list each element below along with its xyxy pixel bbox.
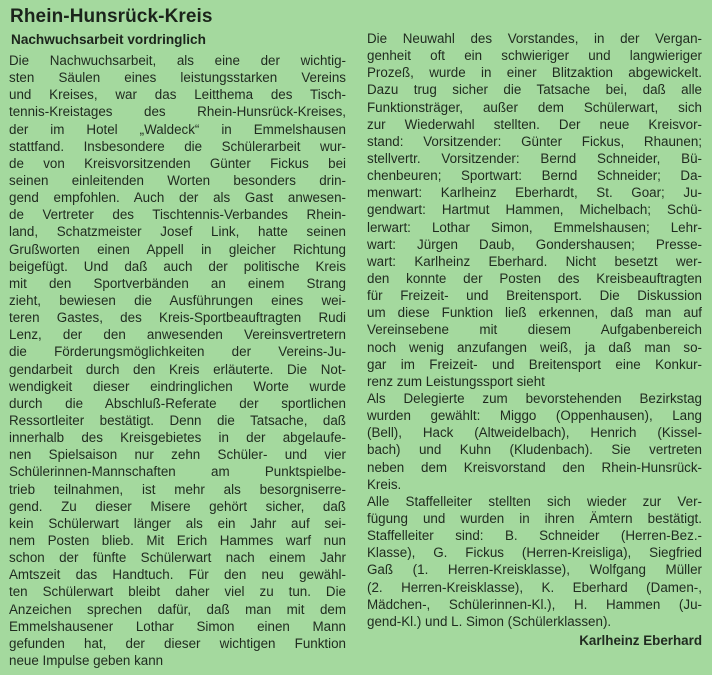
headline: Rhein-Hunsrück-Kreis — [10, 6, 213, 27]
text-line: teren Gastes, des Kreis-Sportbeauftragten Rudi — [9, 310, 346, 326]
text-line: gend. Zu dieser Misere gehört sicher, daß — [9, 498, 346, 514]
text-line: der im Hotel „Waldeck“ in Emmelshausen — [9, 121, 346, 137]
text-line: ten Schülerwart bleibt daher viel zu tun. Die — [9, 584, 346, 600]
text-line: zieht, bewiesen die Ausführungen eines wei- — [9, 292, 346, 308]
text-line: neben dem Kreisvorstand den Rhein-Hunsrück- — [367, 459, 702, 475]
text-line: seinen einleitenden Worten besonders drin- — [9, 172, 346, 188]
text-line: beigefügt. Und daß auch der politische Kreis — [9, 258, 346, 274]
text-line: gendwart: Hartmut Hammen, Michelbach; Schü- — [367, 202, 702, 218]
text-line: Klasse), G. Fickus (Herren-Kreisliga), Siegfried — [367, 545, 702, 561]
text-line: stattfand. Insbesondere die Schülerarbeit wur- — [9, 138, 346, 154]
text-line: Emmelshausener Lothar Simon einen Mann — [9, 618, 346, 634]
text-line: neue Impulse geben kann — [9, 652, 164, 668]
text-line: Lenz, der den anwesenden Vereinsvertretern — [9, 327, 346, 343]
text-line: Anzeichen sprechen dafür, daß man mit dem — [9, 601, 346, 617]
text-line: tennis-Kreistages des Rhein-Hunsrück-Kreises, — [9, 104, 346, 120]
text-line: fügung und wurden in ihren Ämtern bestätigt. — [367, 510, 702, 526]
text-line: Kreis. — [367, 476, 402, 492]
text-line: schon der fünfte Schülerwart nach einem Jahr — [9, 550, 346, 566]
text-line: um diese Funktion ließ erkennen, daß man auf — [367, 305, 702, 321]
article-column-left — [9, 52, 346, 669]
text-line: Vereinsebene mit diesem Aufgabenbereich — [367, 322, 702, 338]
text-line: Funktionsträger, außer dem Schülerwart, sich — [367, 99, 702, 115]
text-line: Die Nachwuchsarbeit, als eine der wichtig- — [9, 53, 346, 68]
text-line: gend empfohlen. Auch der als Gast anwesen- — [9, 190, 346, 206]
text-line: Grußworten einen Appell in gleicher Richtung — [9, 241, 346, 257]
text-line: den konnte der Posten des Kreisbeauftragten — [367, 270, 702, 286]
text-line: zur Wiederwahl stellten. Der neue Kreisvor- — [367, 116, 702, 132]
text-line: land, Schatzmeister Josef Link, hatte seinen — [9, 224, 346, 240]
text-line: Staffelleiter sind: B. Schneider (Herren-Bez.- — [367, 528, 702, 544]
text-line: für Freizeit- und Breitensport. Die Diskussion — [367, 288, 702, 304]
text-line: gend-Kl.) und L. Simon (Schülerklassen). — [367, 613, 612, 629]
text-line: stand: Vorsitzender: Günter Fickus, Rhaunen; — [367, 133, 702, 149]
text-line: nem Posten blieb. Mit Erich Hammes warf nun — [9, 532, 346, 548]
text-line: innerhalb des Kreisgebietes in der abgelaufe- — [9, 430, 346, 446]
text-line: bach) und Kuhn (Kludenbach). Sie vertreten — [367, 442, 702, 458]
text-line: de von Kreisvorsitzenden Günter Fickus bei — [9, 155, 346, 171]
text-line: stellvertr. Vorsitzender: Bernd Schneider, Bü- — [367, 150, 702, 166]
subheadline: Nachwuchsarbeit vordringlich — [11, 32, 206, 47]
text-line: wart: Jürgen Daub, Gondershausen; Presse- — [367, 236, 702, 252]
article-column-right — [367, 30, 702, 649]
text-line: wurden gewählt: Miggo (Oppenhausen), Lang — [367, 408, 702, 424]
author-byline: Karlheinz Eberhard — [579, 632, 702, 648]
text-line: trieb teilnahmen, ist mehr als besorgniserre- — [9, 481, 346, 497]
text-line: Die Neuwahl des Vorstandes, in der Vergan- — [367, 31, 702, 46]
text-line: durch die Abschluß-Referate der sportlichen — [9, 395, 346, 411]
text-line: (Bell), Hack (Altweidelbach), Henrich (Kissel- — [367, 425, 702, 441]
text-line: Prozeß, wurde in einer Blitzaktion abgewickelt. — [367, 65, 702, 81]
text-line: Schülerinnen-Mannschaften am Punktspielbe- — [9, 464, 346, 480]
text-line: noch wenig anzufangen weiß, ja daß man so- — [367, 339, 702, 355]
text-line: Mädchen-, Schülerinnen-Kl.), H. Hammen (Ju- — [367, 596, 702, 612]
text-line: Amtszeit das Handtuch. Für den neu gewähl- — [9, 567, 346, 583]
text-line: gefunden hat, der dieser wichtigen Funktion — [9, 635, 346, 651]
text-line: Dazu trug sicher die Tatsache bei, daß alle — [367, 82, 702, 98]
text-line: gendarbeit durch den Kreis erläuterte. Die Not- — [9, 361, 346, 377]
text-line: wendigkeit dieser eindringlichen Worte wurde — [9, 378, 346, 394]
text-line: Ressortleiter bestätigt. Denn die Tatsache, daß — [9, 412, 346, 428]
text-line: chenbeuren; Sportwart: Bernd Schneider; Da- — [367, 168, 702, 184]
text-line: genheit oft ein schwieriger und langwieriger — [367, 48, 702, 64]
text-line: nen Spielsaison nur zehn Schüler- und vier — [9, 447, 346, 463]
text-line: gar im Freizeit- und Breitensport eine Konkur- — [367, 356, 702, 372]
text-line: wart: Karlheinz Eberhard. Nicht besetzt wer- — [367, 253, 702, 269]
text-line: kein Schülerwart länger als ein Jahr auf sei- — [9, 515, 346, 531]
text-line: sten Säulen eines leistungsstarken Vereins — [9, 70, 346, 86]
text-line: mit den Sportverbänden an einem Strang — [9, 275, 346, 291]
text-line: de Vertreter des Tischtennis-Verbandes Rhein- — [9, 207, 346, 223]
text-line: renz zum Leistungssport sieht — [367, 373, 545, 389]
text-line: menwart: Karlheinz Eberhardt, St. Goar; Ju- — [367, 185, 702, 201]
text-line: Als Delegierte zum bevorstehenden Bezirkstag — [367, 390, 702, 406]
text-line: Gaß (1. Herren-Kreisklasse), Wolfgang Müller — [367, 562, 702, 578]
text-line: Alle Staffelleiter stellten sich wieder zur Ver- — [367, 493, 702, 509]
text-line: und Kreises, war das Leitthema des Tisch- — [9, 87, 346, 103]
text-line: lerwart: Lothar Simon, Emmelshausen; Lehr- — [367, 219, 702, 235]
text-line: (2. Herren-Kreisklasse), K. Eberhard (Damen-, — [367, 579, 702, 595]
text-line: die Förderungsmöglichkeiten der Vereins-Ju- — [9, 344, 346, 360]
